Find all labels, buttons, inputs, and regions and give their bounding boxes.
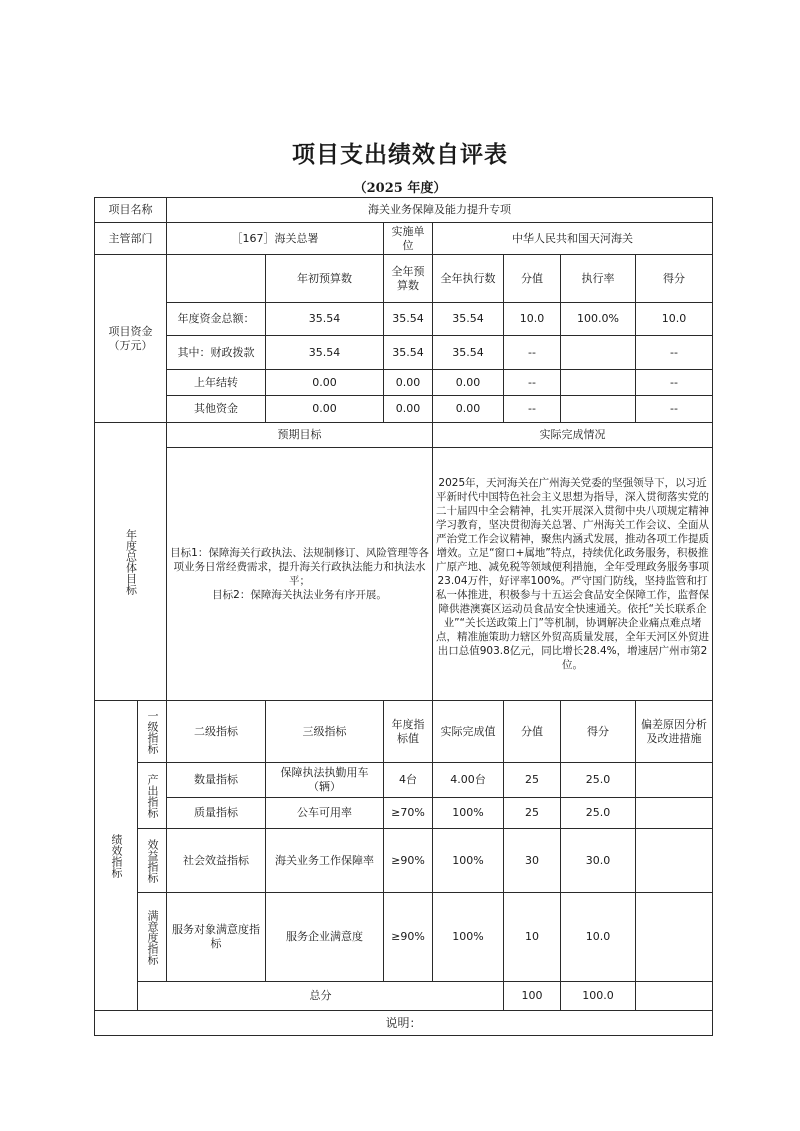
- funds-cell: 10.0: [636, 303, 713, 336]
- indicator-level2: 社会效益指标: [167, 829, 266, 893]
- indicator-actual: 4.00台: [433, 763, 504, 798]
- department-value: ［167］海关总署: [167, 223, 384, 255]
- funds-cell: 35.54: [266, 303, 384, 336]
- funds-header-blank: [167, 255, 266, 303]
- implementing-unit-value: 中华人民共和国天河海关: [433, 223, 713, 255]
- funds-cell: 35.54: [433, 336, 504, 370]
- indicator-level2: 质量指标: [167, 798, 266, 829]
- goals-expected-text: 目标1：保障海关行政执法、法规制修订、风险管理等各项业务日常经费需求，提升海关行政执法能力和执法水平； 目标2：保障海关执法业务有序开展。: [167, 448, 433, 701]
- funds-cell: 0.00: [266, 396, 384, 423]
- indicator-score: 25.0: [561, 763, 636, 798]
- total-value: 100: [504, 982, 561, 1011]
- funds-section-label: 项目资金（万元）: [95, 255, 167, 423]
- indicator-score-value: 30: [504, 829, 561, 893]
- indicators-header-row: [95, 701, 713, 763]
- funds-header-executed: 全年执行数: [433, 255, 504, 303]
- funds-cell: 0.00: [433, 370, 504, 396]
- indicator-level3: 公车可用率: [266, 798, 384, 829]
- funds-header-initial: 年初预算数: [266, 255, 384, 303]
- project-name-label: 项目名称: [95, 198, 167, 223]
- total-row: [95, 982, 713, 1011]
- indicator-score-value: 25: [504, 763, 561, 798]
- department-row: [95, 223, 713, 255]
- funds-cell: 100.0%: [561, 303, 636, 336]
- indicators-header-level3: 三级指标: [266, 701, 384, 763]
- self-evaluation-table: [94, 197, 713, 1036]
- indicator-row: [95, 798, 713, 829]
- funds-cell: --: [504, 396, 561, 423]
- funds-cell: --: [504, 336, 561, 370]
- indicator-level1-benefit: 效益指标: [138, 829, 167, 893]
- indicator-actual: 100%: [433, 893, 504, 982]
- funds-row-carryover: [95, 370, 713, 396]
- indicator-level3: 保障执法执勤用车（辆）: [266, 763, 384, 798]
- funds-row-label: 其他资金: [167, 396, 266, 423]
- funds-row-total: [95, 303, 713, 336]
- indicators-section-label: [95, 701, 138, 1011]
- indicator-level1-satisfaction: 满意度指标: [138, 893, 167, 982]
- funds-cell: 35.54: [433, 303, 504, 336]
- indicator-score-value: 10: [504, 893, 561, 982]
- funds-cell: 0.00: [384, 396, 433, 423]
- notes-row: [95, 1011, 713, 1036]
- indicator-score: 25.0: [561, 798, 636, 829]
- indicator-deviation: [636, 893, 713, 982]
- funds-cell: [561, 336, 636, 370]
- indicator-level2: 数量指标: [167, 763, 266, 798]
- indicator-row: [95, 829, 713, 893]
- indicator-deviation: [636, 829, 713, 893]
- notes-label: 说明：: [95, 1011, 713, 1036]
- funds-row-label: 年度资金总额：: [167, 303, 266, 336]
- indicator-level3: 服务企业满意度: [266, 893, 384, 982]
- funds-cell: 0.00: [266, 370, 384, 396]
- funds-cell: 10.0: [504, 303, 561, 336]
- funds-cell: 35.54: [266, 336, 384, 370]
- indicator-target: ≥90%: [384, 829, 433, 893]
- funds-row-label: 上年结转: [167, 370, 266, 396]
- funds-cell: [561, 396, 636, 423]
- funds-header-score: 得分: [636, 255, 713, 303]
- indicator-actual: 100%: [433, 798, 504, 829]
- indicator-level3: 海关业务工作保障率: [266, 829, 384, 893]
- indicator-score: 10.0: [561, 893, 636, 982]
- indicators-header-target: 年度指标值: [384, 701, 433, 763]
- funds-header-row: [95, 255, 713, 303]
- indicators-header-level1: 一级指标: [138, 701, 167, 763]
- goals-expected-header: 预期目标: [167, 423, 433, 448]
- funds-cell: --: [636, 370, 713, 396]
- funds-cell: --: [636, 336, 713, 370]
- indicators-header-deviation: 偏差原因分析及改进措施: [636, 701, 713, 763]
- indicators-section-text: 绩效指标: [110, 833, 123, 878]
- funds-cell: --: [636, 396, 713, 423]
- funds-cell: 35.54: [384, 336, 433, 370]
- indicator-target: ≥70%: [384, 798, 433, 829]
- funds-row-label: 其中：财政拨款: [167, 336, 266, 370]
- indicator-row: [95, 763, 713, 798]
- funds-cell: 0.00: [433, 396, 504, 423]
- report-year: （2025 年度）: [353, 181, 447, 196]
- total-label: 总分: [138, 982, 504, 1011]
- project-name-row: [95, 198, 713, 223]
- funds-cell: [561, 370, 636, 396]
- indicator-target: 4台: [384, 763, 433, 798]
- indicator-deviation: [636, 763, 713, 798]
- funds-header-annual: 全年预算数: [384, 255, 433, 303]
- indicator-level2: 服务对象满意度指标: [167, 893, 266, 982]
- indicators-header-score: 得分: [561, 701, 636, 763]
- total-deviation: [636, 982, 713, 1011]
- indicator-level1-output: 产出指标: [138, 763, 167, 829]
- funds-cell: --: [504, 370, 561, 396]
- funds-header-rate: 执行率: [561, 255, 636, 303]
- indicator-deviation: [636, 798, 713, 829]
- project-name-value: 海关业务保障及能力提升专项: [167, 198, 713, 223]
- goals-header-row: [95, 423, 713, 448]
- goals-actual-text: 2025年，天河海关在广州海关党委的坚强领导下，以习近平新时代中国特色社会主义思想为指导，深入贯彻落实党的二十届四中全会精神，扎实开展深入贯彻中央八项规定精神学习教育，坚决贯彻海关总署、广州海关工作会议、全面从严治党工作会议精神，聚焦内涵式发展，推动各项工作提质增效。立足“窗口+属地”特点，持续优化政务服务，积极推广原产地、减免税等领域便利措施，全年受理政务服务事项23.04万件，好评率100%。严守国门防线，坚持监管和打私一体推进，积极参与十五运会食品安全保障工作，监督保障供港澳赛区运动员食品安全快速通关。依托“关长联系企业”“关长送政策上门”等机制，协调解决企业痛点难点堵点，精准施策助力辖区外贸高质量发展，全年天河区外贸进出口总值903.8亿元，同比增长28.4%，增速居广州市第2位。: [433, 448, 713, 701]
- implementing-unit-label: 实施单位: [384, 223, 433, 255]
- funds-row-other: [95, 396, 713, 423]
- goals-content-row: [95, 448, 713, 701]
- indicator-score: 30.0: [561, 829, 636, 893]
- indicators-header-score-value: 分值: [504, 701, 561, 763]
- funds-cell: 0.00: [384, 370, 433, 396]
- goals-actual-header: 实际完成情况: [433, 423, 713, 448]
- department-label: 主管部门: [95, 223, 167, 255]
- funds-header-score-value: 分值: [504, 255, 561, 303]
- indicators-header-actual: 实际完成值: [433, 701, 504, 763]
- indicator-target: ≥90%: [384, 893, 433, 982]
- indicator-row: [95, 893, 713, 982]
- indicator-score-value: 25: [504, 798, 561, 829]
- page-title: 项目支出绩效自评表: [292, 141, 508, 168]
- goals-section-label: 年度总体目标: [95, 423, 167, 701]
- indicators-header-level2: 二级指标: [167, 701, 266, 763]
- funds-cell: 35.54: [384, 303, 433, 336]
- funds-row-fiscal: [95, 336, 713, 370]
- total-score: 100.0: [561, 982, 636, 1011]
- indicator-actual: 100%: [433, 829, 504, 893]
